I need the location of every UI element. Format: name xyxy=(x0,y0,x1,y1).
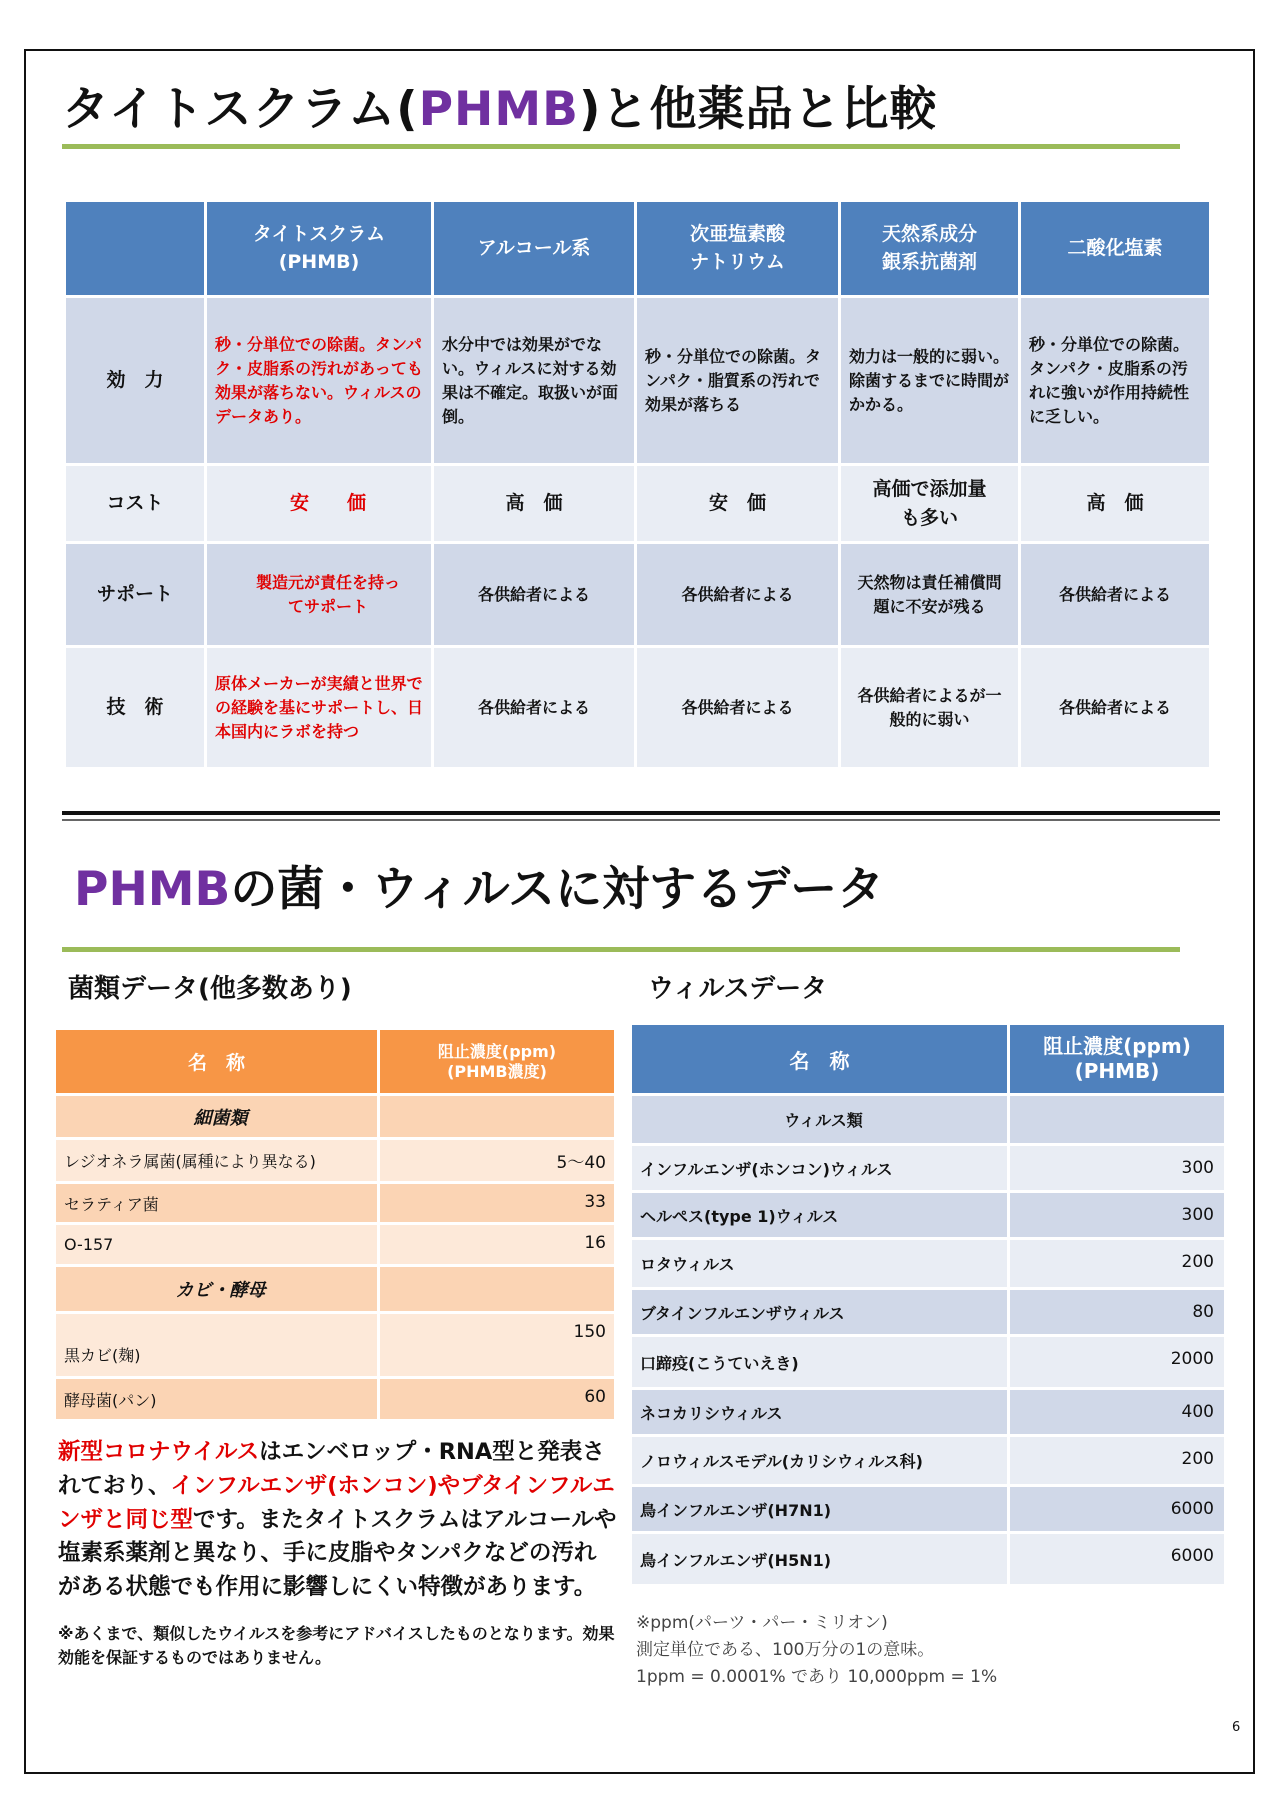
title-paren-close: ) xyxy=(579,82,602,137)
virus-value: 200 xyxy=(1010,1437,1224,1484)
paragraph-highlight-1: 新型コロナウイルス xyxy=(58,1439,260,1465)
virus-name: 口蹄疫(こうていえき) xyxy=(632,1337,1007,1387)
header-phmb: タイトスクラム (PHMB) xyxy=(207,202,431,295)
section2-underline xyxy=(62,947,1180,952)
virus-value: 300 xyxy=(1010,1146,1224,1190)
header-chlorine-dioxide: 二酸化塩素 xyxy=(1021,202,1209,295)
page-number: 6 xyxy=(1232,1720,1241,1735)
row-support-cell: 天然物は責任補償問 題に不安が残る xyxy=(841,544,1018,645)
row-technology-cell: 原体メーカーが実績と世界での経験を基にサポートし、日本国内にラボを持つ xyxy=(207,648,431,767)
row-cost-cell: 安 価 xyxy=(207,466,431,541)
section2-title xyxy=(74,852,884,919)
bacteria-name: 酵母菌(パン) xyxy=(56,1379,377,1419)
header-hypochlorite: 次亜塩素酸 ナトリウム xyxy=(637,202,838,295)
row-efficacy-label: 効 力 xyxy=(66,298,204,463)
bacteria-value: 150 xyxy=(380,1314,614,1376)
virus-name: ブタインフルエンザウィルス xyxy=(632,1290,1007,1334)
bacteria-category: 細菌類 xyxy=(56,1096,377,1137)
bacteria-name: O-157 xyxy=(56,1225,377,1264)
virus-col-concentration: 阻止濃度(ppm) (PHMB) xyxy=(1010,1025,1224,1093)
row-technology-cell: 各供給者による xyxy=(434,648,634,767)
row-technology-cell: 各供給者による xyxy=(637,648,838,767)
paragraph-highlight-2: インフルエンザ(ホンコン)やブタインフルエンザと同じ型 xyxy=(58,1472,615,1533)
bacteria-name: レジオネラ属菌(属種により異なる) xyxy=(56,1140,377,1181)
bacteria-col-concentration: 阻止濃度(ppm) (PHMB濃度) xyxy=(380,1030,614,1093)
virus-value: 400 xyxy=(1010,1390,1224,1434)
bacteria-name: セラティア菌 xyxy=(56,1184,377,1222)
virus-value: 6000 xyxy=(1010,1487,1224,1531)
virus-value: 200 xyxy=(1010,1240,1224,1287)
bacteria-heading: 菌類データ(他多数あり) xyxy=(68,974,352,1004)
section-divider-thin xyxy=(62,819,1220,821)
row-efficacy-cell: 秒・分単位での除菌。タンパク・脂質系の汚れで効果が落ちる xyxy=(637,298,838,463)
virus-name: 鳥インフルエンザ(H5N1) xyxy=(632,1534,1007,1584)
title-brand: タイトスクラム xyxy=(62,82,397,137)
info-paragraph xyxy=(58,1436,618,1605)
section2-phmb: PHMB xyxy=(74,862,231,917)
virus-category: ウィルス類 xyxy=(632,1096,1007,1143)
bacteria-value: 60 xyxy=(380,1379,614,1419)
virus-name: ネコカリシウィルス xyxy=(632,1390,1007,1434)
row-technology-label: 技 術 xyxy=(66,648,204,767)
section2-rest: の菌・ウィルスに対するデータ xyxy=(230,862,885,917)
virus-name: ノロウィルスモデル(カリシウィルス科) xyxy=(632,1437,1007,1484)
row-support-label: サポート xyxy=(66,544,204,645)
header-alcohol: アルコール系 xyxy=(434,202,634,295)
row-support-cell: 各供給者による xyxy=(637,544,838,645)
bacteria-name: 黒カビ(麹) xyxy=(56,1314,377,1376)
ppm-note-line: ※ppm(パーツ・パー・ミリオン) xyxy=(636,1613,888,1633)
paragraph-text-1: はエンベロップ・RNA型と発表されており、 xyxy=(58,1439,605,1499)
virus-value: 6000 xyxy=(1010,1534,1224,1584)
ppm-note xyxy=(636,1610,997,1692)
bacteria-value xyxy=(380,1267,614,1311)
bacteria-value: 33 xyxy=(380,1184,614,1222)
ppm-note-line: 測定単位である、100万分の1の意味。 xyxy=(636,1640,935,1661)
virus-name: ロタウィルス xyxy=(632,1240,1007,1287)
section-divider xyxy=(62,811,1220,815)
virus-value xyxy=(1010,1096,1224,1143)
row-efficacy-cell: 効力は一般的に弱い。除菌するまでに時間がかかる。 xyxy=(841,298,1018,463)
title-rest: と他薬品と比較 xyxy=(601,82,938,137)
virus-col-name: 名 称 xyxy=(632,1025,1007,1093)
row-efficacy-cell: 秒・分単位での除菌。タンパク・皮脂系の汚れがあっても効果が落ちない。ウィルスのデータあり。 xyxy=(207,298,431,463)
ppm-note-line: 1ppm = 0.0001% であり 10,000ppm = 1% xyxy=(636,1667,998,1688)
bacteria-value xyxy=(380,1096,614,1137)
row-efficacy-cell: 水分中では効果がでない。ウィルスに対する効果は不確定。取扱いが面倒。 xyxy=(434,298,634,463)
row-technology-cell: 各供給者による xyxy=(1021,648,1209,767)
row-technology-cell: 各供給者によるが一 般的に弱い xyxy=(841,648,1018,767)
row-cost-cell: 安 価 xyxy=(637,466,838,541)
virus-name: インフルエンザ(ホンコン)ウィルス xyxy=(632,1146,1007,1190)
virus-value: 2000 xyxy=(1010,1337,1224,1387)
row-support-cell: 各供給者による xyxy=(1021,544,1209,645)
bacteria-value: 5～40 xyxy=(380,1140,614,1181)
bacteria-col-name: 名 称 xyxy=(56,1030,377,1093)
page-title xyxy=(62,72,937,139)
paragraph-text-2: です。またタイトスクラムはアルコールや塩素系薬剤と異なり、手に皮脂やタンパクなどの汚れがある状態でも作用に影響しにくい特徴があります。 xyxy=(58,1506,617,1600)
row-support-cell: 各供給者による xyxy=(434,544,634,645)
virus-value: 80 xyxy=(1010,1290,1224,1334)
header-natural-silver: 天然系成分 銀系抗菌剤 xyxy=(841,202,1018,295)
virus-name: 鳥インフルエンザ(H7N1) xyxy=(632,1487,1007,1531)
row-cost-cell: 高 価 xyxy=(1021,466,1209,541)
virus-name: ヘルペス(type 1)ウィルス xyxy=(632,1193,1007,1237)
title-underline xyxy=(62,144,1180,149)
virus-heading: ウィルスデータ xyxy=(648,974,828,1004)
disclaimer-note: ※あくまで、類似したウイルスを参考にアドバイスしたものとなります。効果効能を保証するものではありません。 xyxy=(58,1624,615,1667)
row-support-cell: 製造元が責任を持っ てサポート xyxy=(207,544,431,645)
bacteria-value: 16 xyxy=(380,1225,614,1264)
row-cost-cell: 高 価 xyxy=(434,466,634,541)
virus-value: 300 xyxy=(1010,1193,1224,1237)
row-efficacy-cell: 秒・分単位での除菌。タンパク・皮脂系の汚れに強いが作用持続性に乏しい。 xyxy=(1021,298,1209,463)
bacteria-category: カビ・酵母 xyxy=(56,1267,377,1311)
title-paren-open: ( xyxy=(396,82,419,137)
header-empty xyxy=(66,202,204,295)
row-cost-label: コスト xyxy=(66,466,204,541)
row-cost-cell: 高価で添加量 も多い xyxy=(841,466,1018,541)
title-phmb: PHMB xyxy=(418,82,579,137)
